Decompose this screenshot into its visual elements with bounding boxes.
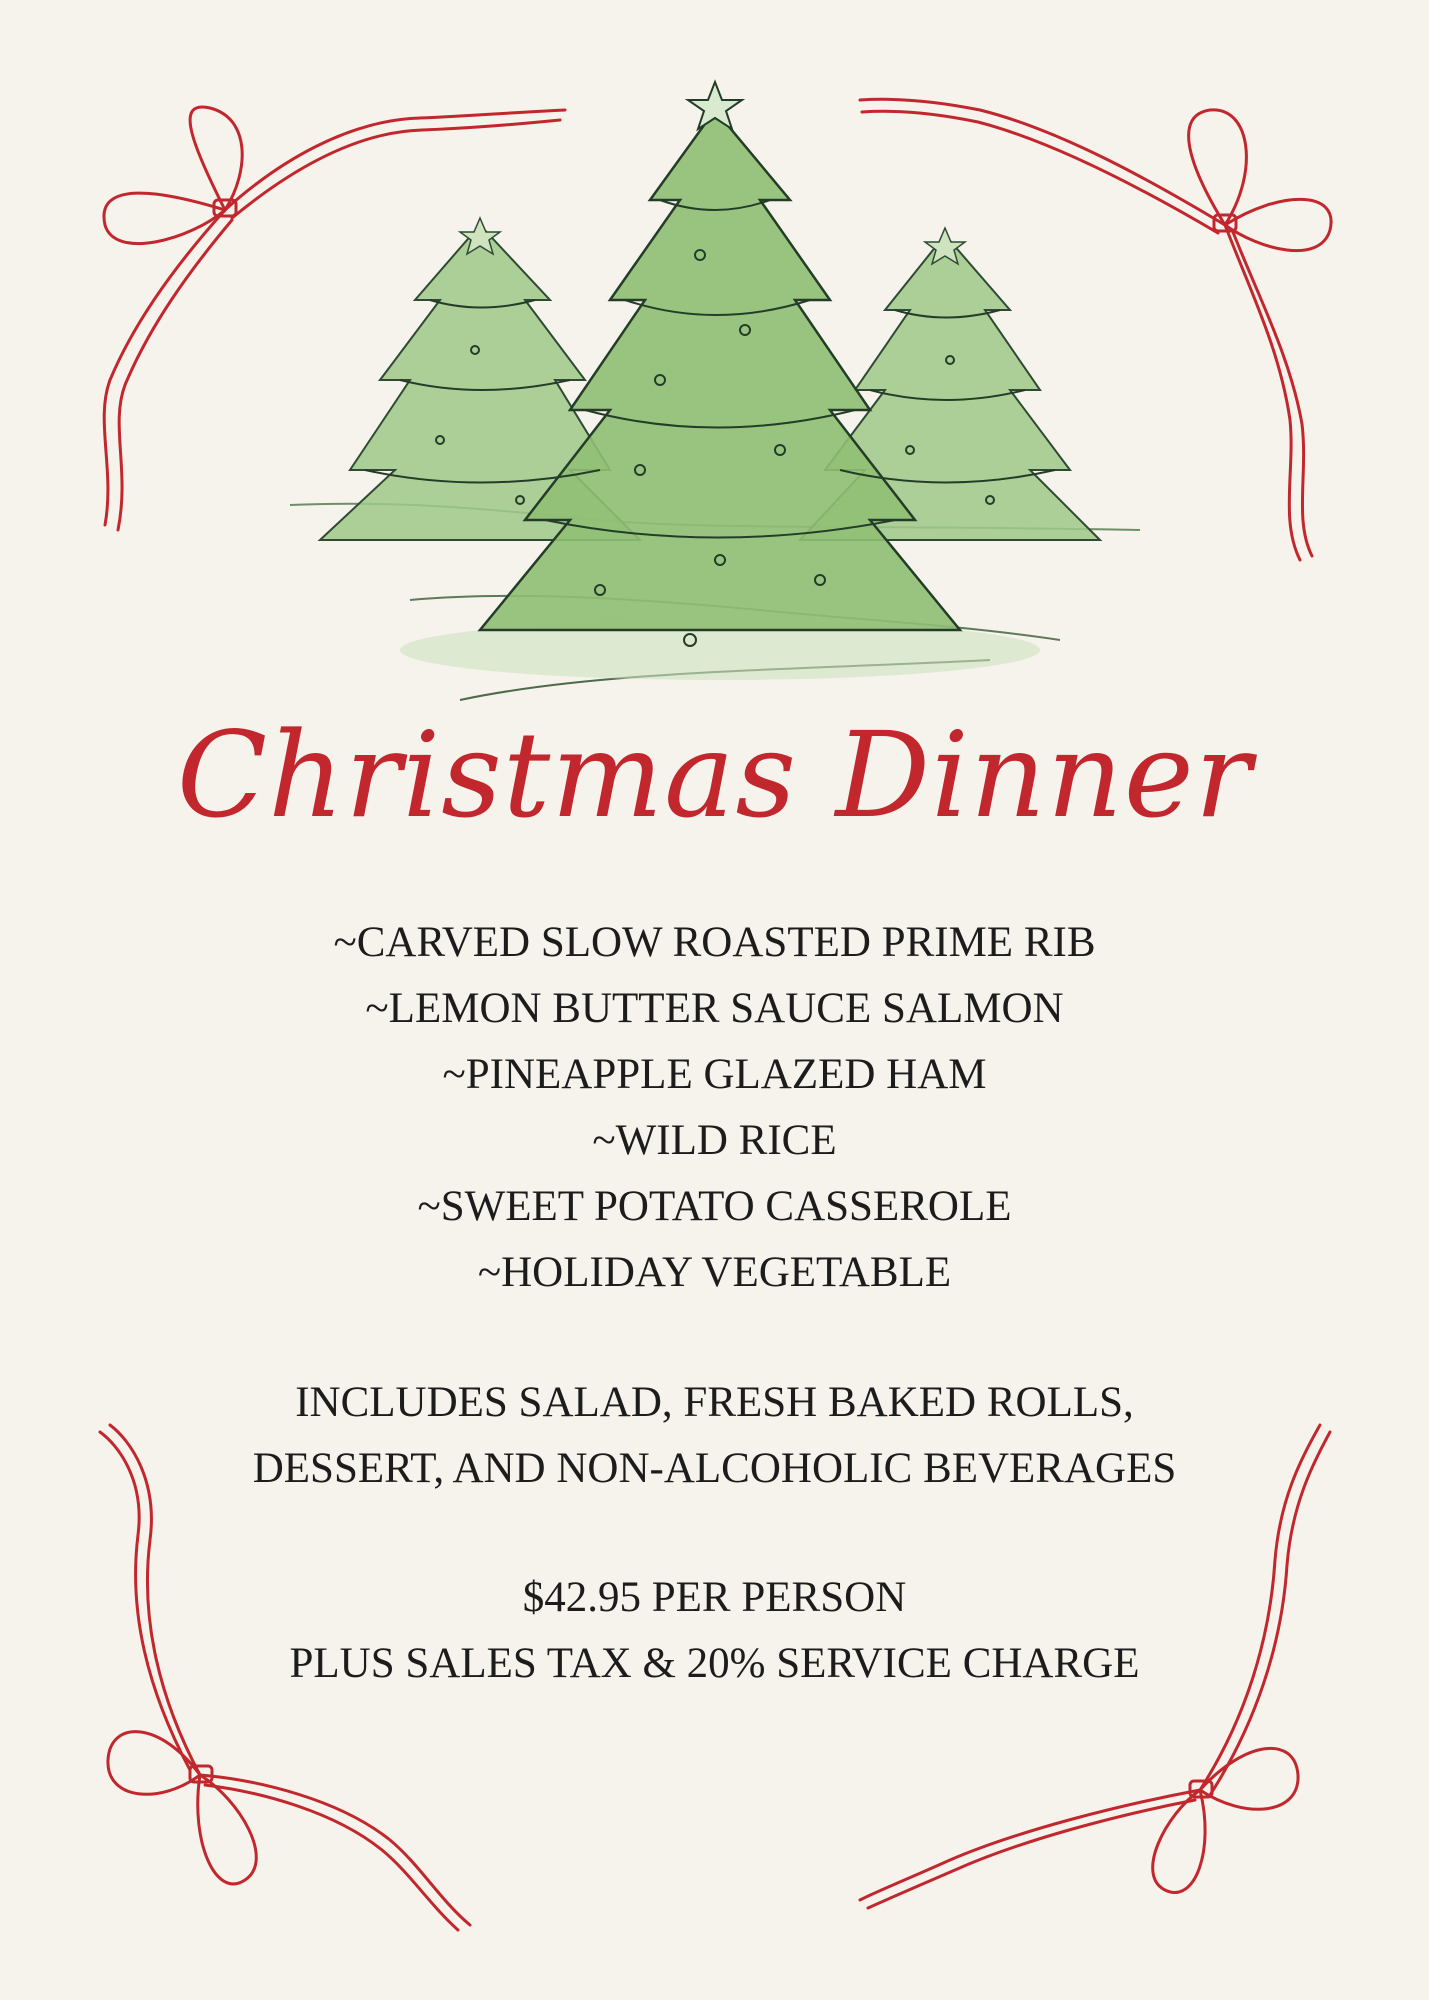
pricing-note — [0, 1565, 1429, 1697]
includes-line: DESSERT, AND NON-ALCOHOLIC BEVERAGES — [252, 1445, 1177, 1492]
menu-item: ~HOLIDAY VEGETABLE — [477, 1249, 952, 1296]
christmas-tree-illustration-icon — [290, 82, 1140, 700]
menu-item: ~SWEET POTATO CASSEROLE — [417, 1183, 1012, 1230]
price-line: PLUS SALES TAX & 20% SERVICE CHARGE — [289, 1640, 1140, 1687]
menu-item: ~CARVED SLOW ROASTED PRIME RIB — [333, 919, 1096, 966]
menu-item: ~WILD RICE — [592, 1117, 837, 1164]
price-line: $42.95 PER PERSON — [522, 1574, 907, 1621]
menu-item: ~PINEAPPLE GLAZED HAM — [442, 1051, 987, 1098]
menu-items-list — [0, 910, 1429, 1306]
includes-line: INCLUDES SALAD, FRESH BAKED ROLLS, — [295, 1379, 1134, 1426]
includes-note — [0, 1370, 1429, 1502]
menu-item: ~LEMON BUTTER SAUCE SALMON — [365, 985, 1064, 1032]
page-title: Christmas Dinner — [176, 706, 1253, 844]
